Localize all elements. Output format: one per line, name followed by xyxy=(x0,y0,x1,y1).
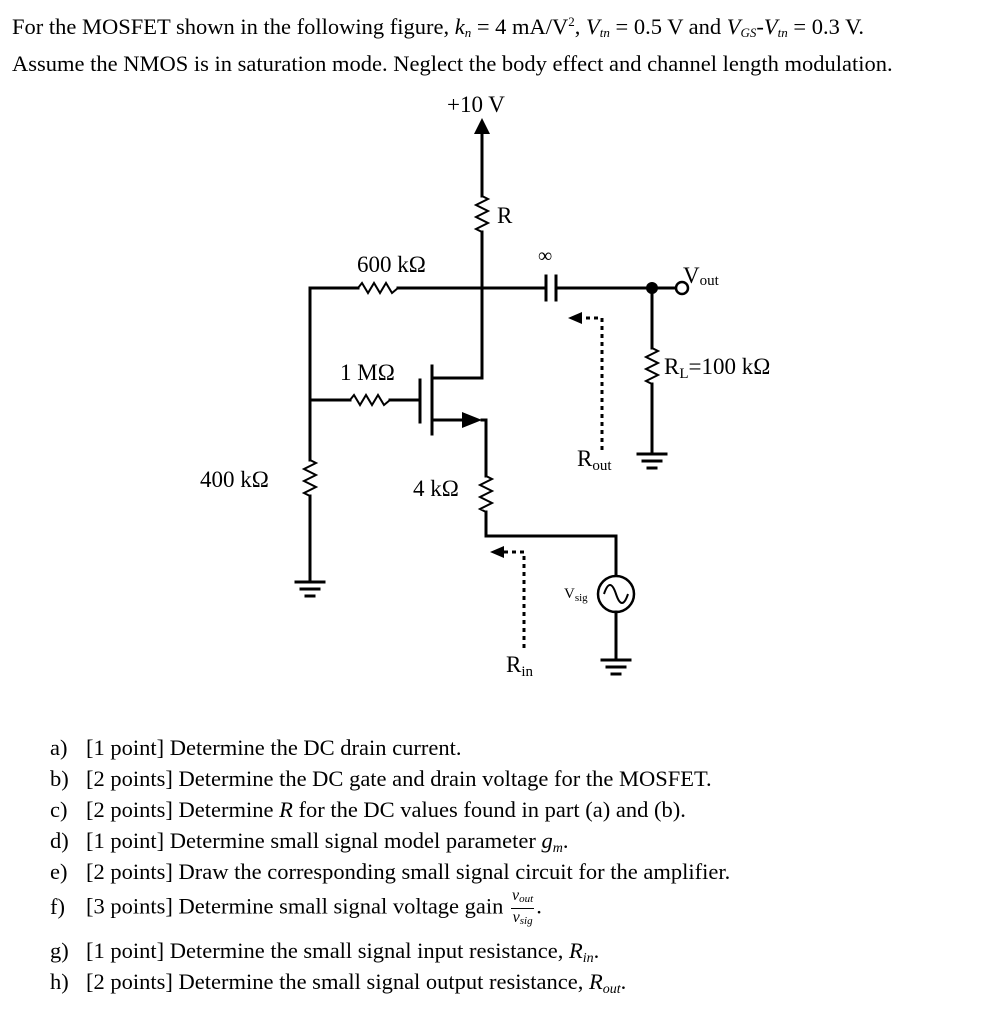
question-h-variable: R xyxy=(589,969,603,994)
vout-label: Vout xyxy=(683,263,719,289)
vov-value: = 0.3 V. xyxy=(787,14,865,39)
question-d-subscript: m xyxy=(552,841,563,856)
supply-label: +10 V xyxy=(447,92,505,117)
vtn2-subscript: tn xyxy=(777,25,788,40)
question-c xyxy=(50,794,686,825)
ground-icon-left xyxy=(296,582,324,596)
vgs-subscript: GS xyxy=(740,25,757,40)
question-f xyxy=(50,887,542,930)
nmos-transistor xyxy=(420,366,486,476)
question-g-text: [1 point] Determine the small signal input resistance, xyxy=(86,938,570,963)
question-g-tail: . xyxy=(593,938,600,963)
resistor-4k xyxy=(480,476,492,512)
load-resistor-label: RL=100 kΩ xyxy=(664,354,771,382)
rout-label: Rout xyxy=(577,446,612,474)
question-f-text: [3 points] Determine small signal voltage gain xyxy=(86,893,510,919)
question-c-tail: for the DC values found in part (a) and (b). xyxy=(292,797,686,822)
question-d-text: [1 point] Determine small signal model parameter xyxy=(86,828,542,853)
vtn2-symbol: V xyxy=(763,14,778,39)
problem-line-2: Assume the NMOS is in saturation mode. Neglect the body effect and channel length modulation. xyxy=(12,51,893,76)
question-b xyxy=(50,763,712,794)
intro-text: For the MOSFET shown in the following figure, xyxy=(12,14,455,39)
question-e-text: [2 points] Draw the corresponding small signal circuit for the amplifier. xyxy=(86,859,731,884)
resistor-1m-label: 1 MΩ xyxy=(340,360,395,385)
question-g-subscript: in xyxy=(582,951,594,966)
question-a xyxy=(50,732,462,763)
resistor-400k xyxy=(304,460,316,496)
question-e-letter: e) xyxy=(50,859,68,884)
resistor-1m xyxy=(350,395,390,405)
resistor-400k-label: 400 kΩ xyxy=(200,467,269,492)
load-resistor xyxy=(646,348,658,384)
vgs-symbol: V xyxy=(726,14,741,39)
question-h-letter: h) xyxy=(50,969,69,994)
question-b-letter: b) xyxy=(50,766,69,791)
question-d-tail: . xyxy=(562,828,569,853)
capacitor-label: ∞ xyxy=(538,245,553,267)
drain-wire xyxy=(432,232,482,378)
minus-sign: - xyxy=(756,14,764,39)
gain-numerator-subscript: out xyxy=(519,893,534,905)
question-c-variable: R xyxy=(279,797,293,822)
ground-icon-load xyxy=(638,454,666,468)
question-c-text: [2 points] Determine xyxy=(86,797,280,822)
question-h xyxy=(50,966,626,1005)
question-d-variable: g xyxy=(541,828,553,853)
question-d-letter: d) xyxy=(50,828,69,853)
drain-resistor-label: R xyxy=(497,203,513,228)
question-g-letter: g) xyxy=(50,938,69,963)
rin-label: Rin xyxy=(506,652,534,680)
supply-rail xyxy=(474,118,490,196)
rout-arrow xyxy=(568,312,602,450)
question-f-tail: . xyxy=(536,893,542,919)
drain-resistor xyxy=(476,196,488,232)
vtn-subscript: tn xyxy=(599,25,610,40)
resistor-600k-label: 600 kΩ xyxy=(357,252,426,277)
resistor-4k-label: 4 kΩ xyxy=(413,476,459,501)
question-h-text: [2 points] Determine the small signal output resistance, xyxy=(86,969,590,994)
gain-fraction xyxy=(511,887,534,930)
question-h-subscript: out xyxy=(602,982,621,997)
kn-symbol: k xyxy=(454,14,465,39)
rin-arrow xyxy=(490,546,524,648)
separator: , xyxy=(574,14,587,39)
question-a-letter: a) xyxy=(50,735,68,760)
gain-numerator: v xyxy=(512,887,520,904)
question-b-text: [2 points] Determine the DC gate and drain voltage for the MOSFET. xyxy=(86,766,712,791)
kn-exponent: 2 xyxy=(568,14,575,29)
gain-denominator: v xyxy=(512,909,520,926)
coupling-capacitor xyxy=(546,276,556,300)
kn-value: = 4 mA/V xyxy=(471,14,569,39)
vsig-label: $V_{sig}$ xyxy=(564,586,588,604)
kn-subscript: n xyxy=(464,25,472,40)
vtn-value: = 0.5 V and xyxy=(609,14,727,39)
question-c-letter: c) xyxy=(50,797,68,822)
gain-denominator-subscript: sig xyxy=(519,915,533,927)
question-g-variable: R xyxy=(569,938,583,963)
vtn-symbol: V xyxy=(586,14,600,39)
question-e xyxy=(50,856,730,887)
source-wire xyxy=(486,512,616,576)
question-f-letter: f) xyxy=(50,893,65,919)
question-h-tail: . xyxy=(620,969,627,994)
question-a-text: [1 point] Determine the DC drain current. xyxy=(86,735,462,760)
resistor-600k xyxy=(358,283,398,293)
ground-icon-signal xyxy=(602,660,630,674)
